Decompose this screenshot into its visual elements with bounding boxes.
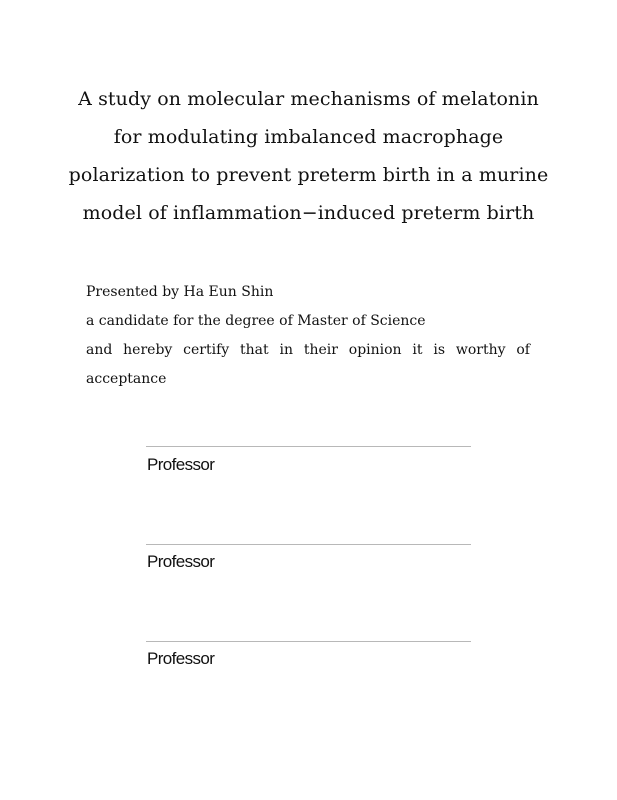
signature-label-3: Professor [147,649,215,668]
certification-line: and hereby certify that in their opinion it is worthy of [86,342,530,358]
signature-label-1: Professor [147,455,215,474]
thesis-title-line: A study on molecular mechanisms of melatonin [78,88,539,110]
thesis-title-line: model of inflammation−induced preterm birth [82,202,535,224]
thesis-title [0,80,617,232]
signature-line-1 [146,446,471,447]
presentation-statement [86,278,530,394]
thesis-title-line: polarization to prevent preterm birth in a murine [68,164,549,186]
signature-line-3 [146,641,471,642]
signature-line-2 [146,544,471,545]
thesis-title-line: for modulating imbalanced macrophage [113,126,504,148]
signature-label-2: Professor [147,552,215,571]
presented-by-line: Presented by Ha Eun Shin [86,284,274,300]
certification-line-end: acceptance [86,371,167,387]
degree-candidate-line: a candidate for the degree of Master of Science [86,313,426,329]
